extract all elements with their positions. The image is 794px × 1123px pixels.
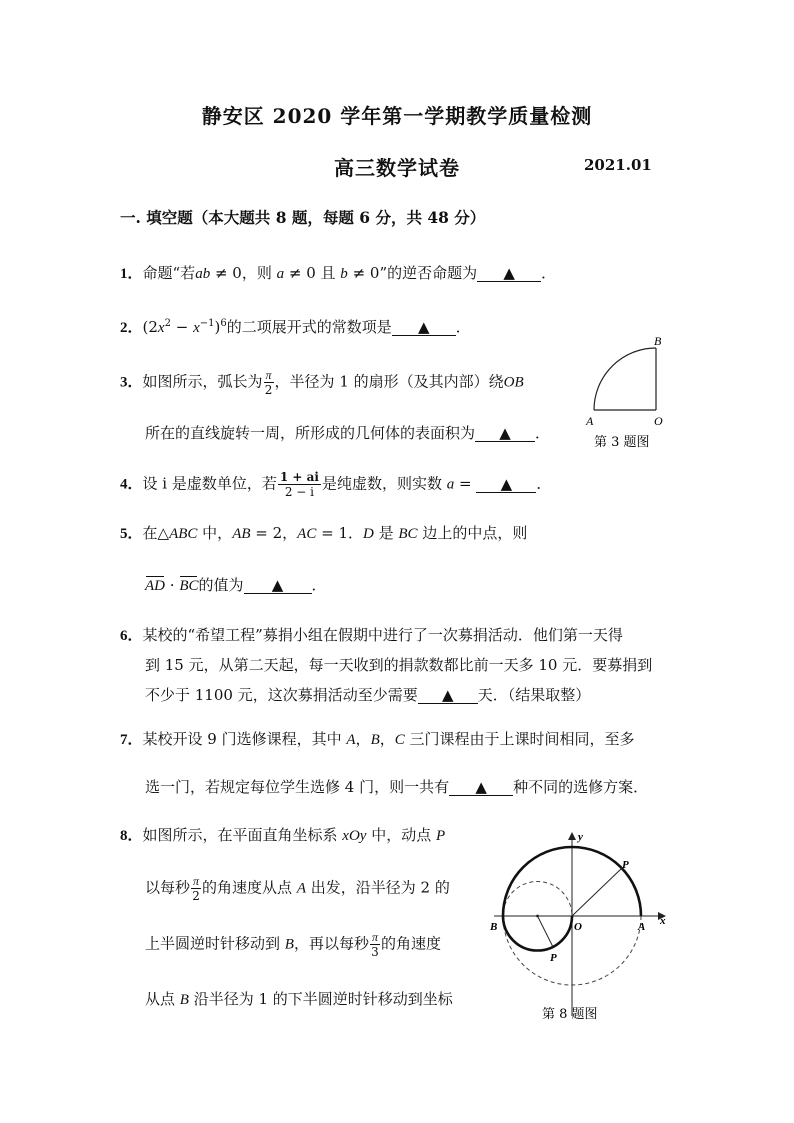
question-number: 5．	[120, 526, 143, 542]
question-7-line-2: 选一门，若规定每位学生选修 4 门，则一共有 ▲ 种不同的选修方案．	[145, 778, 649, 796]
question-7: 7．某校开设 9 门选修课程，其中 A，B，C 三门课程由于上课时间相同，至多	[120, 730, 635, 748]
question-number: 3．	[120, 374, 143, 391]
section-heading: 一. 填空题（本大题共 8 题，每题 6 分，共 48 分）	[120, 208, 486, 227]
question-8-line-2: 以每秒 $\frac{\pi}{2}$ 的角速度从点 A 出发，沿半径为 2 的	[145, 874, 450, 903]
question-8-line-4: 从点 B 沿半径为 1 的下半圆逆时针移动到坐标	[145, 990, 453, 1008]
question-number: 1．	[120, 266, 143, 282]
label-B: B	[654, 334, 662, 348]
label-O: O	[574, 921, 582, 933]
exam-date: 2021.01	[584, 156, 652, 174]
answer-blank[interactable]: ▲	[418, 687, 478, 704]
label-O: O	[654, 414, 663, 428]
vector-BC: BC	[179, 578, 199, 594]
question-number: 7．	[120, 732, 143, 748]
y-axis-arrow-icon	[568, 832, 576, 840]
fraction: $\frac{\pi}{3}$	[371, 930, 379, 959]
question-2: 2．$(2x^2 - x^{-1})^6$的二项展开式的常数项是 ▲ ．	[120, 318, 471, 336]
radius-CP	[538, 916, 554, 947]
answer-blank[interactable]: ▲	[244, 577, 312, 594]
question-5-line-2: AD · BC的值为 ▲ ．	[145, 576, 327, 594]
question-5: 5．在△ABC 中，AB = 2，AC = 1．D 是 BC 边上的中点，则	[120, 524, 528, 542]
question-6-line-3: 不少于 1100 元，这次募捐活动至少需要 ▲ 天．（结果取整）	[145, 686, 591, 704]
sector-arc	[594, 348, 656, 410]
question-8: 8．如图所示，在平面直角坐标系 xOy 中，动点 P	[120, 826, 446, 844]
question-3-line-2: 所在的直线旋转一周，所形成的几何体的表面积为 ▲ ．	[145, 424, 551, 442]
question-number: 4．	[120, 476, 143, 493]
question-1: 1．命题“若ab ≠ 0，则 a ≠ 0 且 b ≠ 0”的逆否命题为 ▲ ．	[120, 264, 557, 282]
question-6-line-2: 到 15 元，从第二天起，每一天收到的捐款数都比前一天多 10 元．要募捐到	[145, 656, 653, 674]
label-A: A	[638, 921, 646, 933]
fraction: $\frac{\pi}{2}$	[192, 874, 200, 903]
label-A: A	[586, 414, 594, 428]
label-P-upper: P	[622, 859, 629, 871]
figure-8-circles	[486, 826, 676, 1026]
answer-blank[interactable]: ▲	[477, 265, 541, 282]
label-P-lower: P	[550, 952, 557, 964]
answer-blank[interactable]: ▲	[475, 425, 535, 442]
question-4: 4．设 i 是虚数单位，若 $\frac{1 + ai}{2 - i}$ 是纯虚数，则实数 a = ▲ ．	[120, 470, 552, 499]
answer-blank[interactable]: ▲	[449, 779, 513, 796]
question-number: 6．	[120, 628, 143, 644]
fraction: $\frac{\pi}{2}$	[264, 368, 273, 397]
question-6: 6．某校的“希望工程”募捐小组在假期中进行了一次募捐活动．他们第一天得	[120, 626, 623, 644]
figure-caption: 第 8 题图	[542, 1007, 598, 1022]
vector-AD: AD	[145, 578, 165, 594]
small-circle-center	[536, 915, 539, 918]
label-x: x	[660, 915, 666, 927]
figure-3-sector	[580, 332, 680, 454]
answer-blank[interactable]: ▲	[476, 476, 536, 493]
question-number: 2．	[120, 320, 143, 336]
question-8-line-3: 上半圆逆时针移动到 B，再以每秒 $\frac{\pi}{3}$ 的角速度	[145, 930, 441, 959]
figure-caption: 第 3 题图	[594, 435, 650, 450]
path-lower-semicircle	[503, 916, 572, 951]
question-3: 3．如图所示，弧长为 $\frac{\pi}{2}$ ，半径为 1 的扇形（及其内部）绕OB	[120, 368, 524, 397]
radius-OP	[572, 868, 622, 916]
label-B: B	[490, 921, 498, 933]
fraction: $\frac{1 + ai}{2 - i}$	[279, 470, 319, 499]
page-title: 静安区 2020 学年第一学期教学质量检测	[201, 104, 593, 128]
answer-blank[interactable]: ▲	[392, 319, 456, 336]
question-number: 8．	[120, 828, 143, 844]
label-y: y	[578, 831, 583, 843]
exam-subtitle: 高三数学试卷	[334, 156, 460, 180]
